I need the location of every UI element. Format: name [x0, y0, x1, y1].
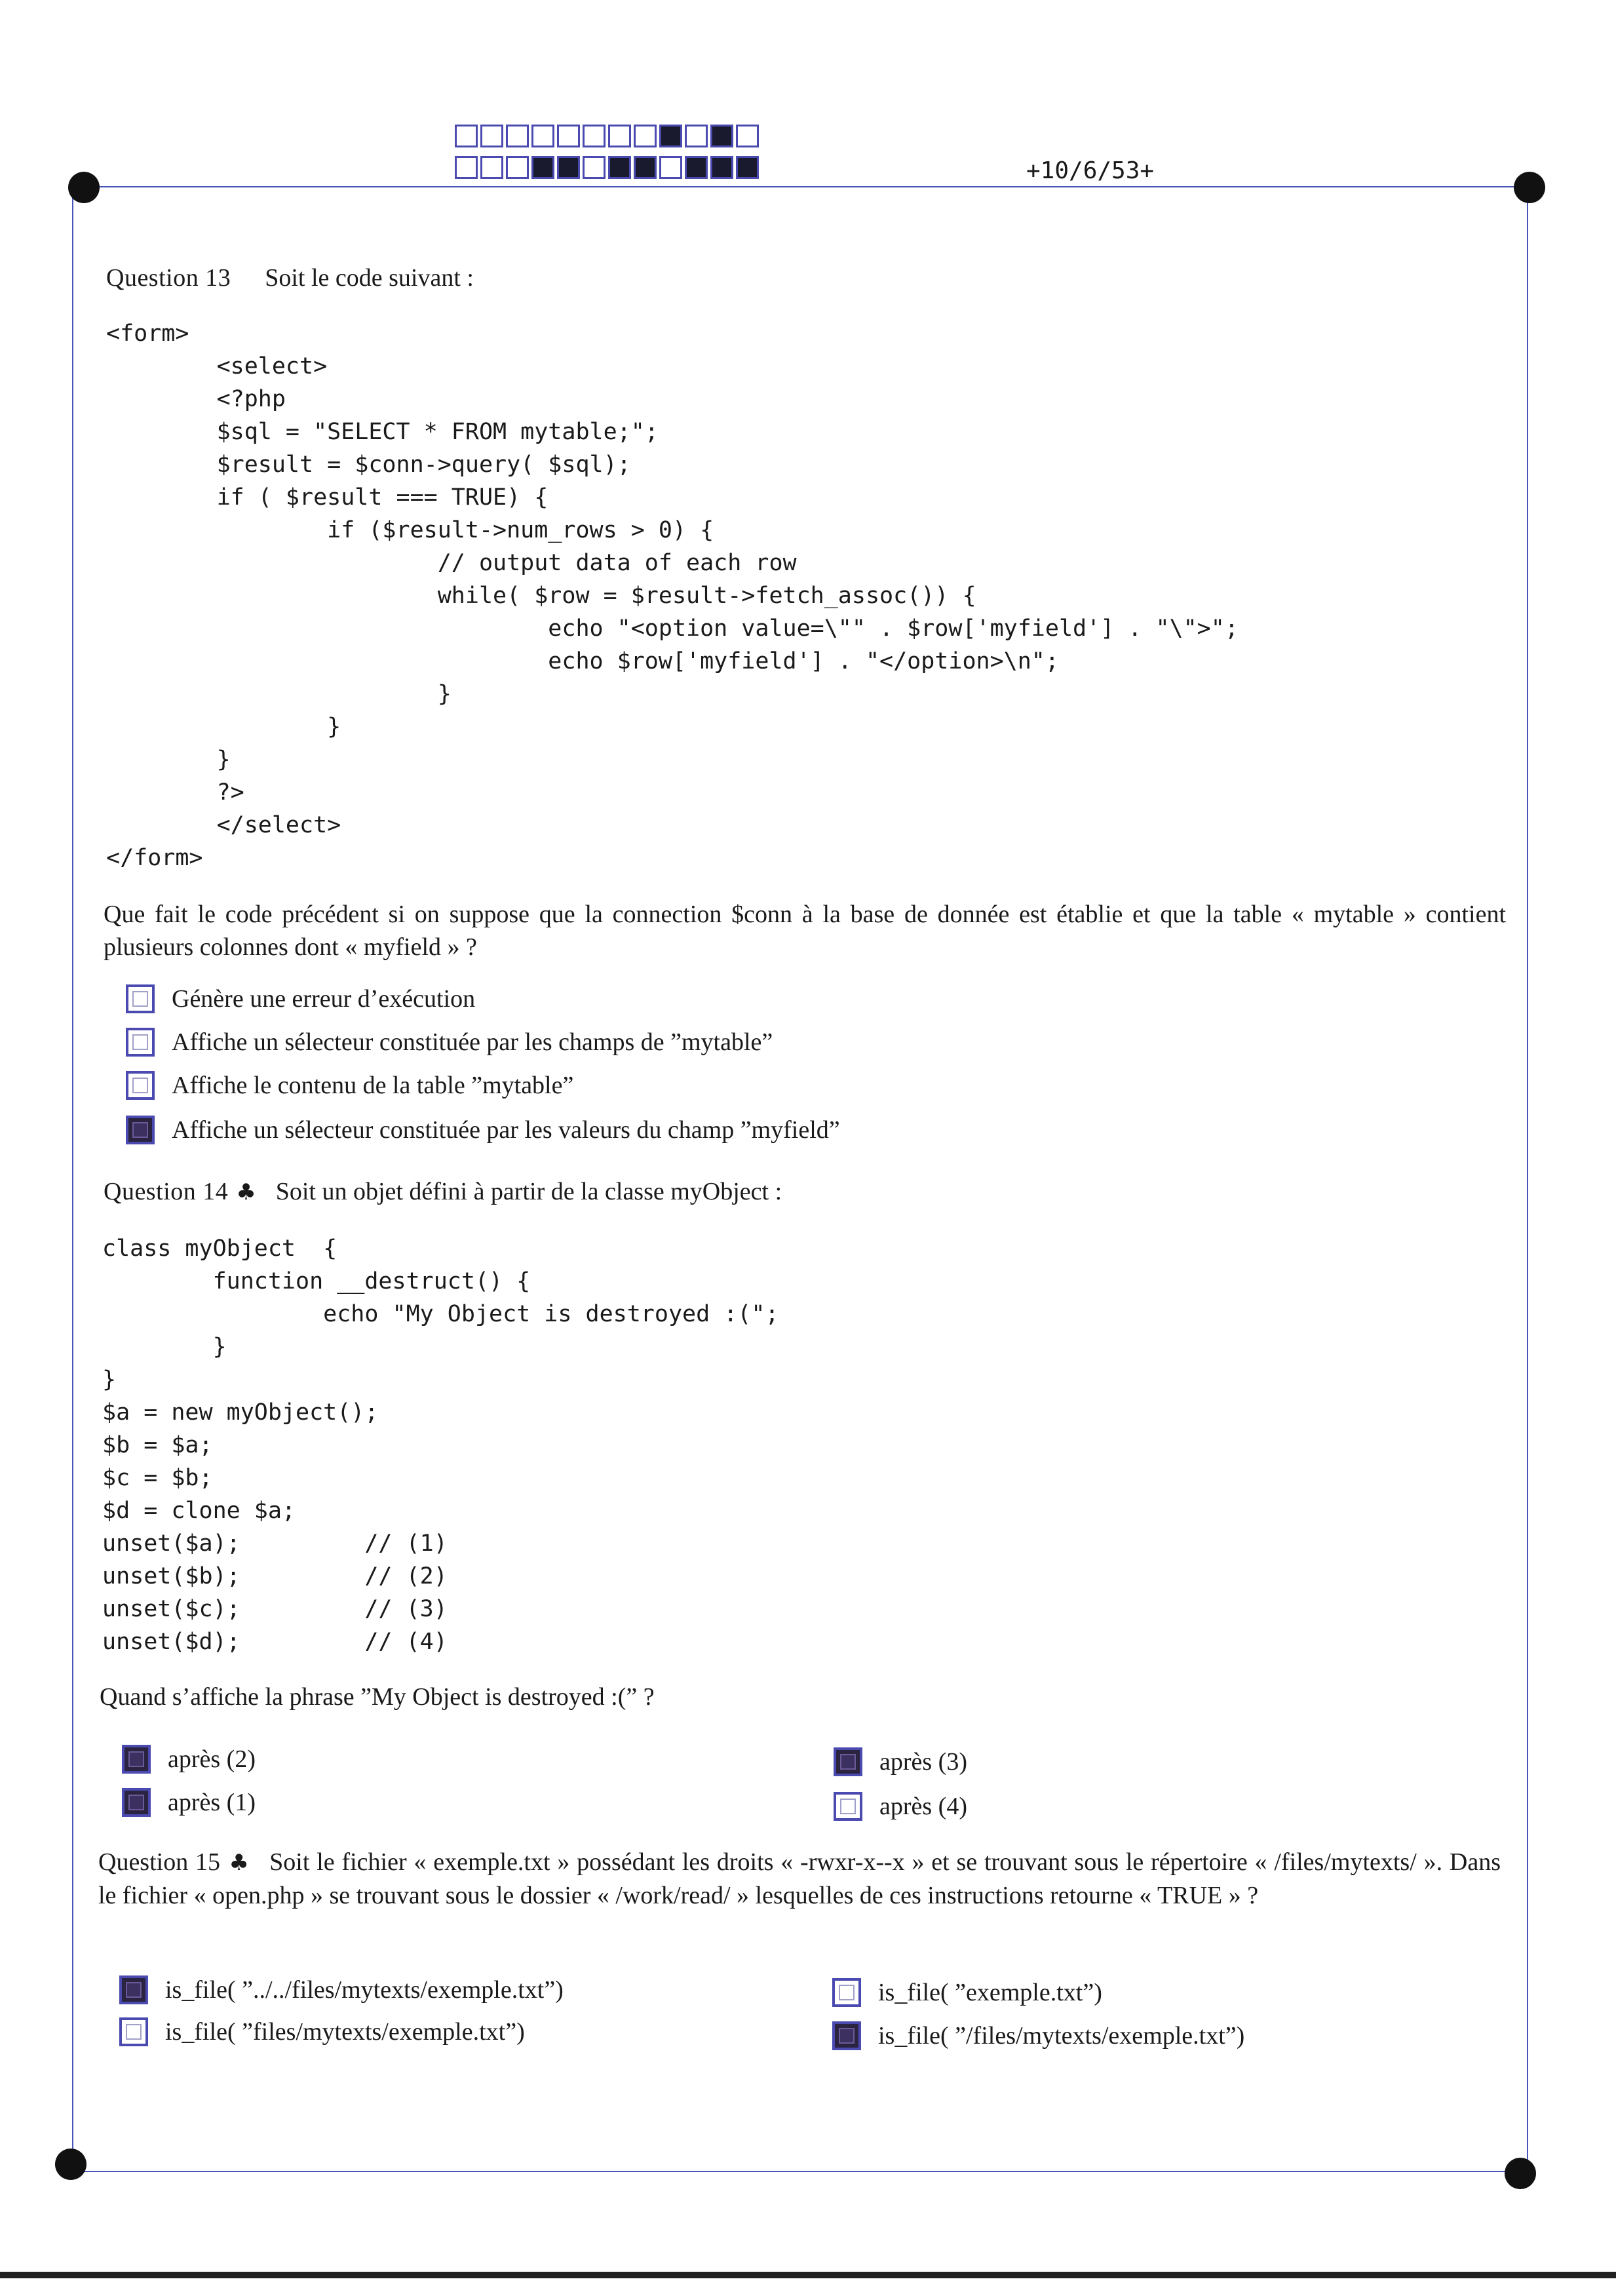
- q14-option-2-label: après (1): [168, 1789, 256, 1816]
- q13-option-3[interactable]: [126, 1071, 573, 1100]
- barcode-cell: [557, 125, 580, 147]
- q15-option-4[interactable]: [832, 2021, 1244, 2050]
- q13-option-2-checkbox[interactable]: [126, 1028, 155, 1057]
- q13-option-3-checkbox[interactable]: [126, 1071, 155, 1100]
- barcode-cell: [710, 156, 733, 179]
- q15-option-1-label: is_file( ”../../files/mytexts/exemple.txt”): [165, 1976, 564, 2004]
- q15-option-3[interactable]: [832, 1978, 1102, 2007]
- question-15-text: [98, 1846, 1501, 1912]
- barcode-cell: [659, 125, 682, 147]
- registration-mark-top-left: [68, 172, 100, 203]
- barcode-cell: [506, 125, 529, 147]
- q14-option-2[interactable]: [122, 1788, 256, 1817]
- q14-option-1[interactable]: [122, 1745, 256, 1774]
- question-13-text: Que fait le code précédent si on suppose que la connection $conn à la base de donnée est établie et que la table « mytable » contient plusieurs colonnes dont « myfield » ?: [104, 901, 1506, 961]
- barcode-cell: [685, 125, 708, 147]
- scan-edge: [0, 2272, 1616, 2278]
- barcode-cell: [455, 156, 478, 179]
- club-icon: ♣: [228, 1850, 250, 1876]
- question-15-title: Question 15: [98, 1848, 221, 1876]
- q14-option-4-checkbox[interactable]: [834, 1792, 862, 1821]
- q15-option-1[interactable]: [119, 1975, 564, 2004]
- q15-option-4-label: is_file( ”/files/mytexts/exemple.txt”): [878, 2022, 1245, 2050]
- question-14-text: Quand s’affiche la phrase ”My Object is destroyed :(” ?: [100, 1683, 655, 1711]
- barcode-cell: [685, 156, 708, 179]
- barcode-cell: [634, 156, 657, 179]
- barcode-cell: [736, 125, 759, 147]
- q13-option-4[interactable]: [126, 1116, 840, 1144]
- q13-option-1-checkbox[interactable]: [126, 984, 155, 1013]
- q14-option-3-checkbox[interactable]: [834, 1747, 862, 1776]
- q15-option-3-checkbox[interactable]: [832, 1978, 861, 2007]
- page-id: +10/6/53+: [1026, 157, 1155, 184]
- barcode-cell: [634, 125, 657, 147]
- barcode-row-1: [455, 125, 761, 147]
- q15-option-2[interactable]: [119, 2017, 525, 2046]
- q14-option-1-checkbox[interactable]: [122, 1745, 151, 1774]
- barcode-cell: [480, 156, 503, 179]
- q13-option-2[interactable]: [126, 1028, 773, 1057]
- barcode-cell: [736, 156, 759, 179]
- question-13-header: [106, 263, 474, 292]
- barcode-row-2: [455, 156, 761, 179]
- q13-option-4-label: Affiche un sélecteur constituée par les valeurs du champ ”myfield”: [172, 1116, 840, 1144]
- registration-mark-bottom-left: [55, 2149, 87, 2180]
- q14-option-4-label: après (4): [879, 1793, 967, 1820]
- barcode-cell: [480, 125, 503, 147]
- q14-option-3[interactable]: [834, 1747, 967, 1776]
- q13-option-4-checkbox[interactable]: [126, 1116, 155, 1144]
- q15-option-3-label: is_file( ”exemple.txt”): [878, 1979, 1102, 2006]
- q15-option-1-checkbox[interactable]: [119, 1975, 148, 2004]
- question-14-header: [104, 1177, 782, 1206]
- barcode-cell: [583, 156, 606, 179]
- q13-option-1-label: Génère une erreur d’exécution: [172, 985, 476, 1013]
- barcode-cell: [710, 125, 733, 147]
- question-13-code: <form> <select> <?php $sql = "SELECT * FROM mytable;"; $result = $conn->query( $sql); if ( $result === TRUE) { if ($result->num_rows > 0) { // output data of each row while( $row = $result->fetch_assoc()) { echo "<option value=\"" . $row['myfield'] . "\">"; echo $row['myfield'] . "</option>\n"; } } } ?> </select> </form>: [106, 321, 1239, 871]
- registration-mark-bottom-right: [1505, 2158, 1536, 2189]
- question-14-title: Question 14: [104, 1178, 229, 1205]
- q15-option-4-checkbox[interactable]: [832, 2021, 861, 2050]
- q13-option-2-label: Affiche un sélecteur constituée par les champs de ”mytable”: [172, 1028, 773, 1056]
- barcode-cell: [531, 125, 554, 147]
- club-icon: ♣: [236, 1179, 256, 1205]
- q14-option-2-checkbox[interactable]: [122, 1788, 151, 1817]
- q13-option-3-label: Affiche le contenu de la table ”mytable”: [172, 1072, 574, 1099]
- barcode-cell: [659, 156, 682, 179]
- q14-option-1-label: après (2): [168, 1745, 256, 1773]
- question-13-intro: Soit le code suivant :: [265, 264, 474, 292]
- barcode-cell: [557, 156, 580, 179]
- barcode-cell: [455, 125, 478, 147]
- barcode-cell: [608, 156, 631, 179]
- barcode-cell: [531, 156, 554, 179]
- question-14-intro: Soit un objet défini à partir de la classe myObject :: [275, 1178, 782, 1205]
- question-13-title: Question 13: [106, 264, 231, 292]
- q13-option-1[interactable]: [126, 984, 475, 1013]
- q15-option-2-checkbox[interactable]: [119, 2017, 148, 2046]
- registration-mark-top-right: [1514, 172, 1545, 203]
- question-14-code: class myObject { function __destruct() { echo "My Object is destroyed :("; } } $a = new myObject(); $b = $a; $c = $b; $d = clone $a; unset($a); // (1) unset($b); // (2) unset($c); // (3) unset($d); // (4): [102, 1236, 779, 1655]
- q14-option-3-label: après (3): [879, 1748, 967, 1776]
- q15-option-2-label: is_file( ”files/mytexts/exemple.txt”): [165, 2018, 525, 2046]
- question-15-body: Soit le fichier « exemple.txt » possédant les droits « -rwxr-x--x » et se trouvant sous le répertoire « /files/mytexts/ ». Dans le fichier « open.php » se trouvant sous le dossier « /work/read/ » lesquelles de ces instructions retourne « TRUE » ?: [98, 1848, 1501, 1909]
- barcode-cell: [583, 125, 606, 147]
- barcode-cell: [506, 156, 529, 179]
- barcode-cell: [608, 125, 631, 147]
- q14-option-4[interactable]: [834, 1792, 967, 1821]
